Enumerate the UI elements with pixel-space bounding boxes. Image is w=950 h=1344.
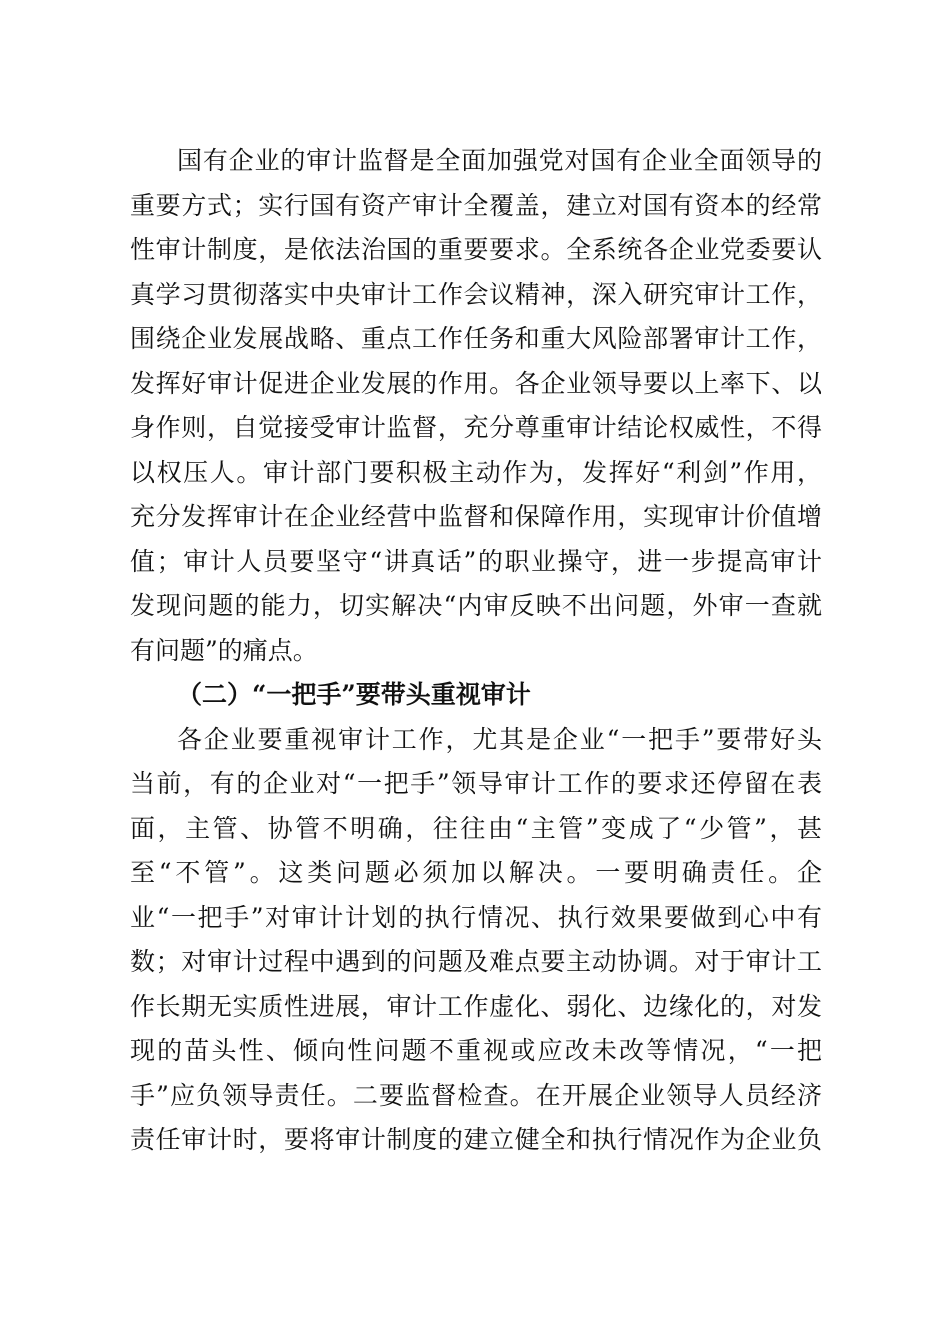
paragraph-line: 至“不管”。这类问题必须加以解决。一要明确责任。企 — [130, 858, 822, 887]
paragraph-line: 业“一把手”对审计计划的执行情况、执行效果要做到心中有 — [130, 902, 822, 932]
paragraph-line: 充分发挥审计在企业经营中监督和保障作用，实现审计价值增 — [130, 502, 822, 531]
paragraph-line: 数；对审计过程中遇到的问题及难点要主动协调。对于审计工 — [130, 947, 822, 976]
paragraph-line: 各企业要重视审计工作，尤其是企业“一把手”要带好头 — [177, 724, 822, 754]
paragraph-line: 重要方式；实行国有资产审计全覆盖，建立对国有资本的经常 — [130, 190, 822, 220]
paragraph-line: 性审计制度，是依法治国的重要要求。全系统各企业党委要认 — [130, 235, 822, 264]
paragraph-line: 国有企业的审计监督是全面加强党对国有企业全面领导的 — [177, 146, 822, 175]
paragraph-line: 围绕企业发展战略、重点工作任务和重大风险部署审计工作， — [130, 324, 822, 353]
paragraph-line: 以权压人。审计部门要积极主动作为，发挥好“利剑”作用， — [130, 457, 822, 487]
paragraph-line: 有问题”的痛点。 — [130, 635, 318, 665]
section-heading: （二）“一把手”要带头重视审计 — [177, 680, 531, 709]
paragraph-line: 责任审计时，要将审计制度的建立健全和执行情况作为企业负 — [130, 1125, 822, 1154]
paragraph-line: 现的苗头性、倾向性问题不重视或应改未改等情况，“一把 — [130, 1036, 822, 1065]
paragraph-1 — [130, 139, 822, 1163]
paragraph-line: 发现问题的能力，切实解决“内审反映不出问题，外审一查就 — [130, 591, 822, 620]
paragraph-line: 值；审计人员要坚守“讲真话”的职业操守，进一步提高审计 — [130, 546, 822, 576]
paragraph-line: 当前，有的企业对“一把手”领导审计工作的要求还停留在表 — [130, 769, 822, 798]
paragraph-line: 作长期无实质性进展，审计工作虚化、弱化、边缘化的，对发 — [130, 991, 822, 1021]
paragraph-line: 身作则，自觉接受审计监督，充分尊重审计结论权威性，不得 — [130, 413, 822, 442]
paragraph-line: 面，主管、协管不明确，往往由“主管”变成了“少管”，甚 — [130, 813, 822, 843]
paragraph-line: 手”应负领导责任。二要监督检查。在开展企业领导人员经济 — [130, 1080, 822, 1110]
paragraph-line: 真学习贯彻落实中央审计工作会议精神，深入研究审计工作， — [130, 279, 822, 309]
paragraph-line: 发挥好审计促进企业发展的作用。各企业领导要以上率下、以 — [130, 368, 822, 398]
